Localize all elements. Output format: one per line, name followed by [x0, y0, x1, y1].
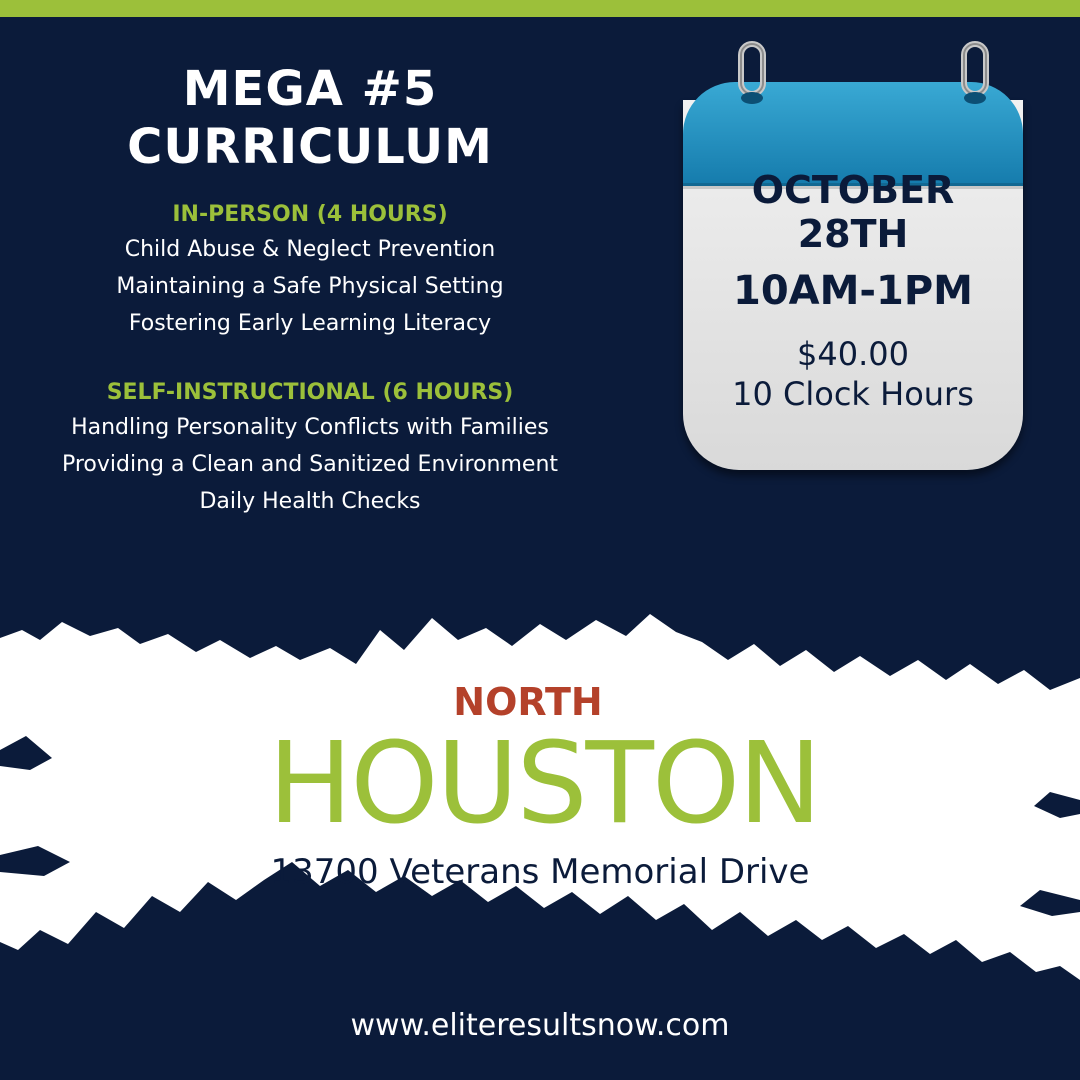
- in-person-heading: IN-PERSON (4 HOURS): [172, 202, 448, 227]
- event-day: 28TH: [797, 212, 909, 256]
- location-region: NORTH: [453, 680, 603, 724]
- event-month: OCTOBER: [751, 168, 955, 212]
- course-item: Daily Health Checks: [199, 489, 421, 514]
- in-person-list: [30, 231, 590, 342]
- course-item: Handling Personality Conflicts with Families: [71, 415, 549, 440]
- curriculum-panel: [30, 60, 590, 520]
- self-instructional-list: [30, 409, 590, 520]
- title-line-1: MEGA #5: [182, 61, 438, 117]
- event-price: $40.00: [797, 335, 909, 373]
- binder-ring-icon: [738, 40, 768, 110]
- course-item: Maintaining a Safe Physical Setting: [116, 274, 504, 299]
- course-item: Child Abuse & Neglect Prevention: [124, 237, 496, 262]
- event-clock-hours: 10 Clock Hours: [732, 375, 974, 413]
- calendar-icon: [683, 40, 1023, 472]
- course-item: Fostering Early Learning Literacy: [128, 311, 492, 336]
- location-address: 13700 Veterans Memorial Drive: [270, 852, 810, 892]
- course-item: Providing a Clean and Sanitized Environment: [61, 452, 559, 477]
- location-block: [0, 680, 1080, 892]
- self-instructional-heading: SELF-INSTRUCTIONAL (6 HOURS): [106, 380, 514, 405]
- website-link[interactable]: www.eliteresultsnow.com: [350, 1008, 730, 1043]
- title-line-2: CURRICULUM: [127, 119, 493, 175]
- calendar-details: [683, 168, 1023, 414]
- top-accent-bar: [0, 0, 1080, 17]
- binder-ring-icon: [961, 40, 991, 110]
- location-city: HOUSTON: [268, 719, 820, 849]
- event-time: 10AM-1PM: [733, 268, 973, 314]
